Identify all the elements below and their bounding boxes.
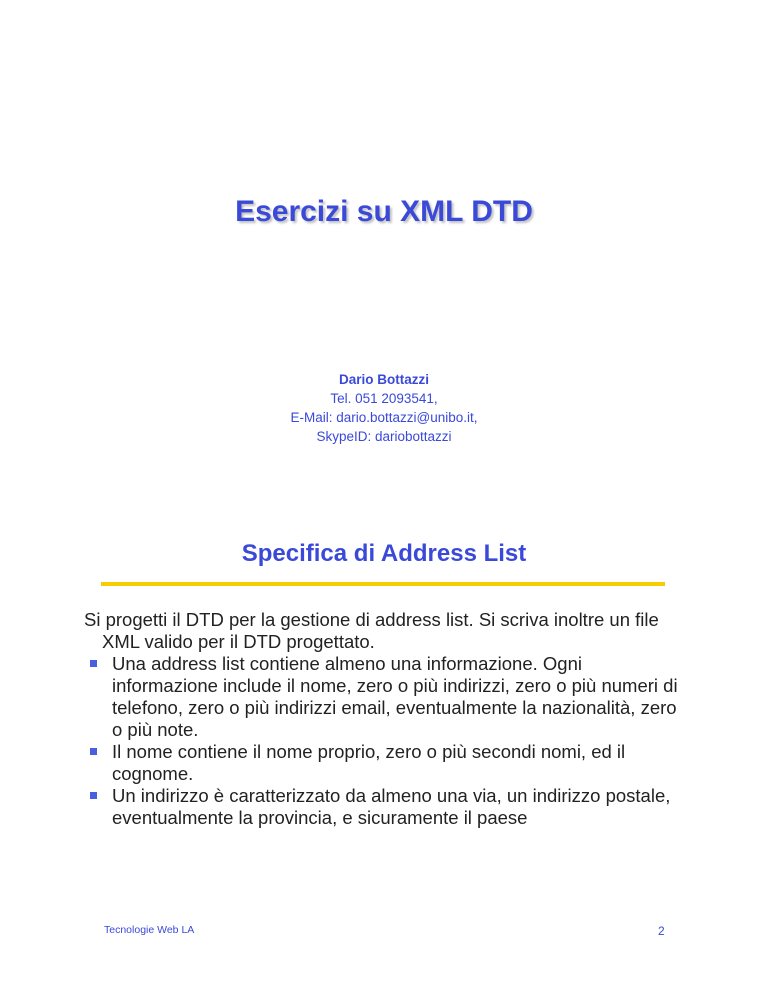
author-email: E-Mail: dario.bottazzi@unibo.it, [290,410,478,425]
author-phone: Tel. 051 2093541, [330,391,438,406]
square-bullet-icon [90,660,97,667]
intro-paragraph: Si progetti il DTD per la gestione di address list. Si scriva inoltre un file XML valido per il DTD progettato. [84,609,659,652]
author-name: Dario Bottazzi [338,372,429,387]
slide-title: Specifica di Address List [241,540,527,567]
title-divider [101,582,665,586]
bullet-text: Un indirizzo è caratterizzato da almeno una via, un indirizzo postale, eventualmente la provincia, e sicuramente il paese [112,785,671,828]
author-skype: SkypeID: dariobottazzi [316,429,452,444]
bullet-text: Una address list contiene almeno una informazione. Ogni informazione include il nome, zero o più indirizzi, zero o più numeri di telefono, zero o più indirizzi email, eventualmente la nazionalità, zero o più note. [112,653,678,740]
bullet-item [84,741,684,785]
bullet-item [84,653,684,741]
square-bullet-icon [90,748,97,755]
square-bullet-icon [90,792,97,799]
bullet-text: Il nome contiene il nome proprio, zero o più secondi nomi, ed il cognome. [112,741,626,784]
author-block [0,370,768,446]
slide-body [84,609,684,829]
footer-course: Tecnologie Web LA [104,924,195,936]
page-number: 2 [658,924,665,938]
presentation-title: Esercizi su XML DTD [235,195,533,228]
bullet-item [84,785,684,829]
